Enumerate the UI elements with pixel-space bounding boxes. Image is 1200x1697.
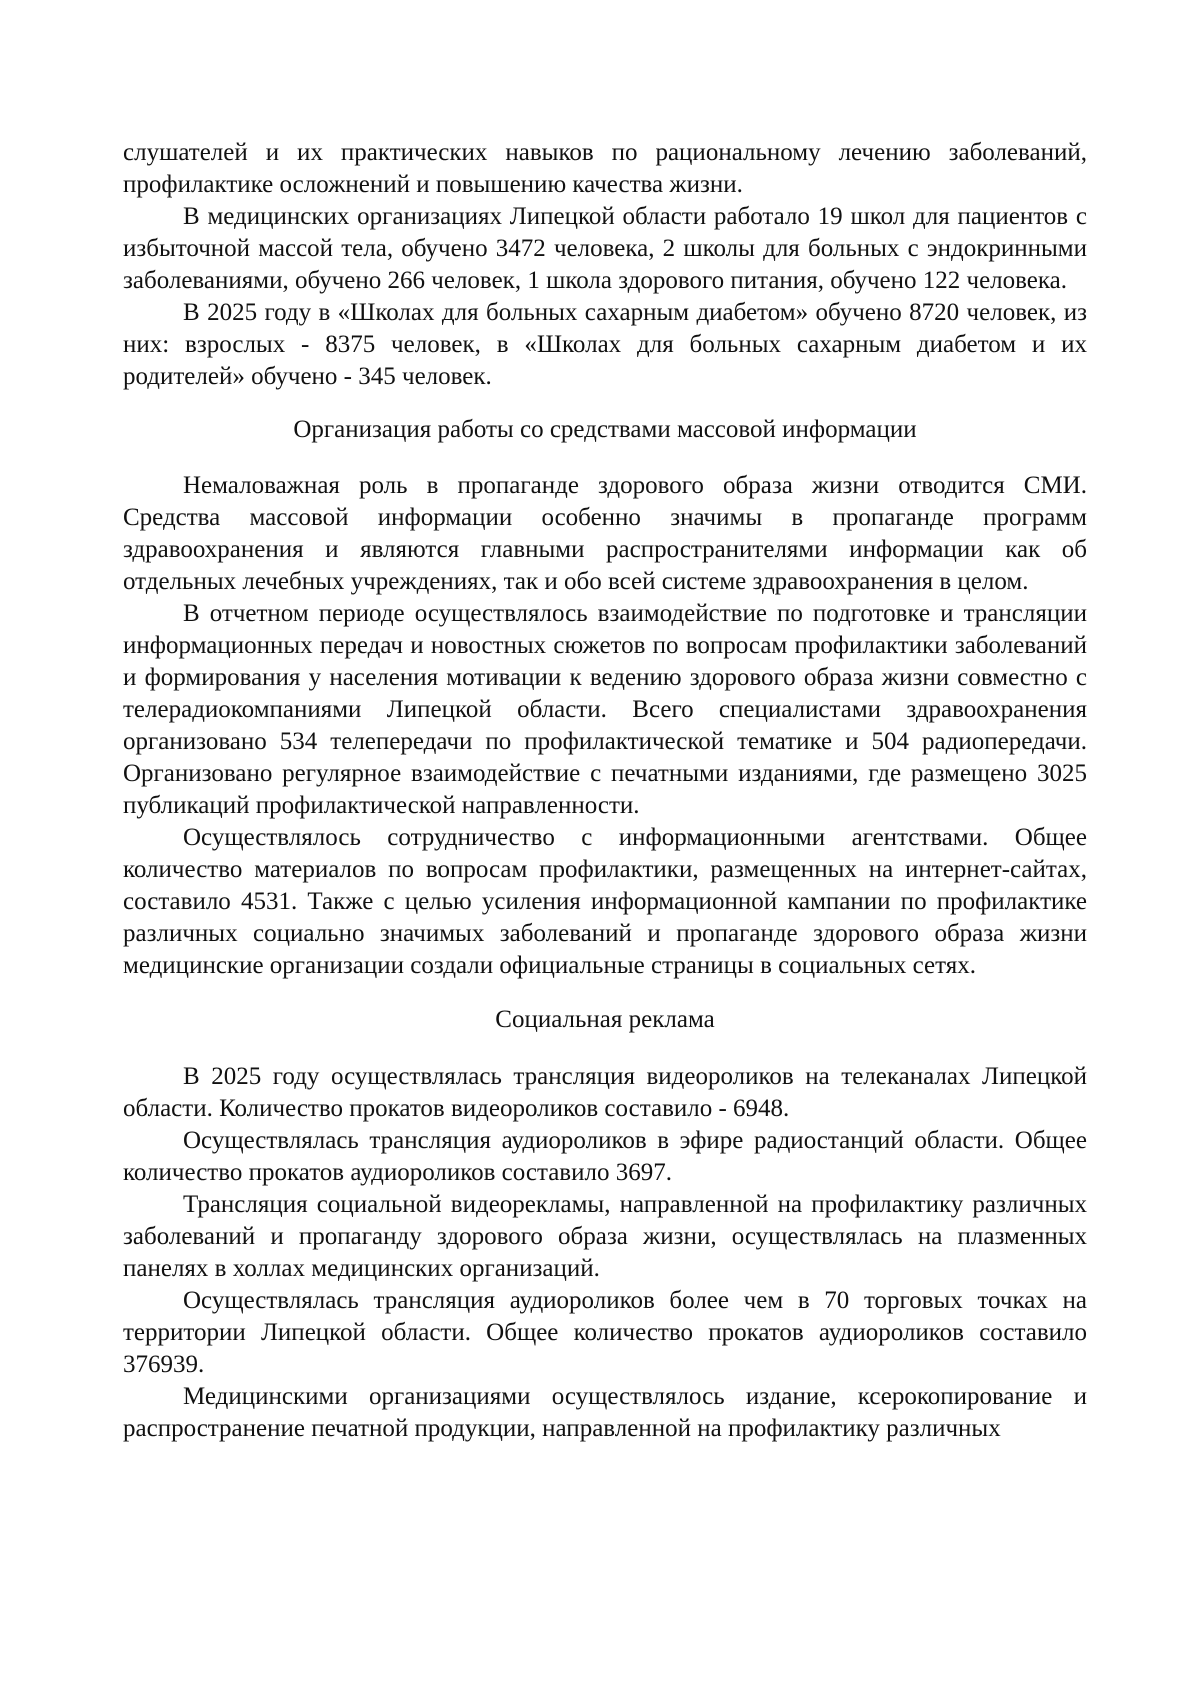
paragraph-schools-weight: В медицинских организациях Липецкой области работало 19 школ для пациентов с избыточной массой тела, обучено 3472 человека, 2 школы для больных с эндокринными заболеваниями, обучено 266 человек, 1 школа здорового питания, обучено 122 человека.: [123, 203, 1087, 294]
paragraph-schools-diabetes: В 2025 году в «Школах для больных сахарным диабетом» обучено 8720 человек, из них: взрослых - 8375 человек, в «Школах для больных сахарным диабетом и их родителей» обучено - 345 человек.: [123, 299, 1087, 390]
paragraph-media-agencies: Осуществлялось сотрудничество с информационными агентствами. Общее количество материалов по вопросам профилактики, размещенных на интернет-сайтах, составило 4531. Также с целью усиления информационной кампании по профилактике различных социально значимых заболеваний и пропаганде здорового образа жизни медицинские организации создали официальные страницы в социальных сетях.: [123, 824, 1087, 979]
document-body: [123, 137, 1087, 1445]
section-heading-social-ads: Социальная реклама: [495, 1006, 715, 1033]
section-heading-media: Организация работы со средствами массовой информации: [293, 416, 917, 443]
paragraph-ads-plasma: Трансляция социальной видеорекламы, направленной на профилактику различных заболеваний и пропаганду здорового образа жизни, осуществлялась на плазменных панелях в холлах медицинских организаций.: [123, 1191, 1087, 1282]
paragraph-ads-retail: Осуществлялась трансляция аудиороликов более чем в 70 торговых точках на территории Липецкой области. Общее количество прокатов аудиороликов составило 376939.: [123, 1287, 1087, 1378]
paragraph-media-role: Немаловажная роль в пропаганде здорового образа жизни отводится СМИ. Средства массовой информации особенно значимы в пропаганде программ здравоохранения и являются главными распространителями информации как об отдельных лечебных учреждениях, так и обо всей системе здравоохранения в целом.: [123, 472, 1087, 595]
paragraph-continuation: слушателей и их практических навыков по рациональному лечению заболеваний, профилактике осложнений и повышению качества жизни.: [123, 139, 1087, 198]
paragraph-media-broadcasts: В отчетном периоде осуществлялось взаимодействие по подготовке и трансляции информационных передач и новостных сюжетов по вопросам профилактики заболеваний и формирования у населения мотивации к ведению здорового образа жизни совместно с телерадиокомпаниями Липецкой области. Всего специалистами здравоохранения организовано 534 телепередачи по профилактической тематике и 504 радиопередачи. Организовано регулярное взаимодействие с печатными изданиями, где размещено 3025 публикаций профилактической направленности.: [123, 600, 1087, 819]
paragraph-ads-print: Медицинскими организациями осуществлялось издание, ксерокопирование и распространение печатной продукции, направленной на профилактику различных: [123, 1383, 1087, 1442]
paragraph-ads-video: В 2025 году осуществлялась трансляция видеороликов на телеканалах Липецкой области. Количество прокатов видеороликов составило - 6948.: [123, 1063, 1087, 1122]
paragraph-ads-audio: Осуществлялась трансляция аудиороликов в эфире радиостанций области. Общее количество прокатов аудиороликов составило 3697.: [123, 1127, 1087, 1186]
